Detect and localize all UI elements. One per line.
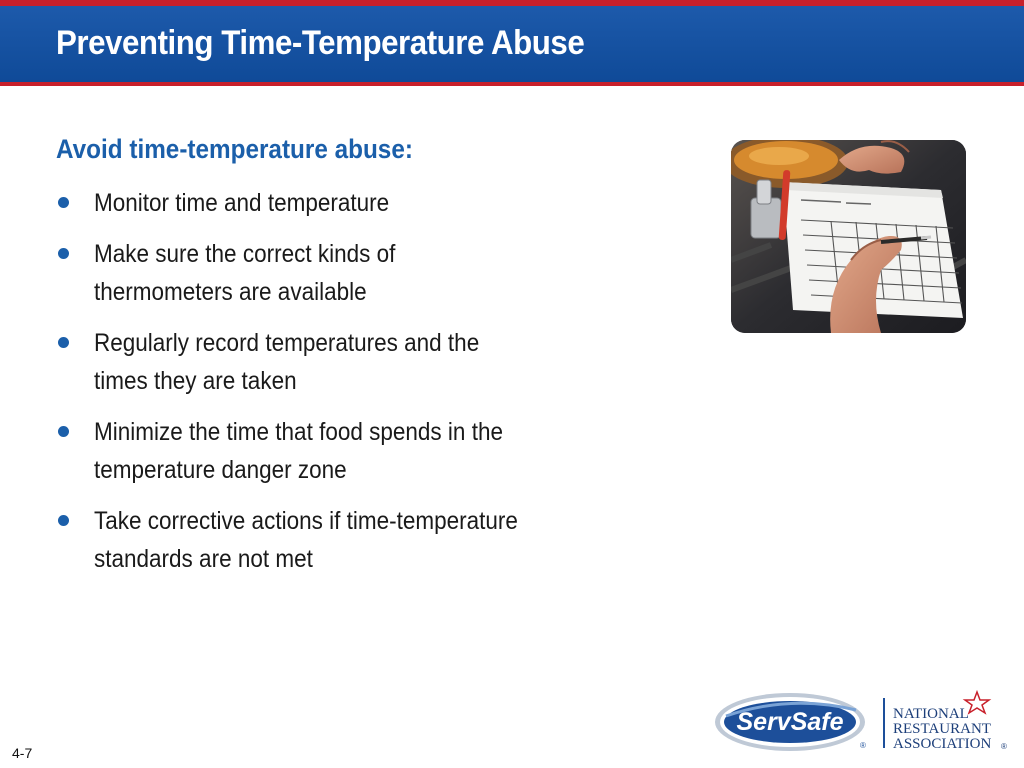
clipboard-log-illustration: [731, 140, 966, 333]
clipboard-photo: [731, 140, 966, 333]
bullet-item: [56, 413, 616, 489]
bullet-line: Monitor time and temperature: [94, 189, 390, 217]
nra-registered-mark: ®: [1001, 742, 1007, 751]
bullet-dot-icon: [58, 248, 69, 259]
bullet-dot-icon: [58, 337, 69, 348]
bullet-line: standards are not met: [94, 545, 313, 573]
slide-title: Preventing Time-Temperature Abuse: [56, 24, 585, 62]
bullet-item: [56, 324, 616, 400]
bullet-dot-icon: [58, 426, 69, 437]
nra-line-association: ASSOCIATION: [893, 736, 992, 752]
slide-number: 4-7: [12, 745, 33, 761]
bullet-item: [56, 184, 616, 222]
servsafe-wordmark: ServSafe: [736, 708, 844, 736]
bullet-line: thermometers are available: [94, 278, 367, 306]
bullet-line: Minimize the time that food spends in the: [94, 418, 503, 446]
bullet-line: Regularly record temperatures and the: [94, 329, 480, 357]
servsafe-nra-logos: [712, 686, 1012, 756]
bullet-item: [56, 235, 616, 311]
bullet-line: temperature danger zone: [94, 456, 347, 484]
bullet-list: [56, 184, 616, 591]
bullet-line: Take corrective actions if time-temperature: [94, 507, 518, 535]
bullet-line: times they are taken: [94, 367, 297, 395]
nra-line-restaurant: RESTAURANT: [893, 721, 991, 737]
servsafe-registered-mark: ®: [860, 741, 866, 750]
nra-line-national: NATIONAL: [893, 706, 969, 722]
bullet-dot-icon: [58, 197, 69, 208]
header-bottom-rule: [0, 82, 1024, 86]
bullet-dot-icon: [58, 515, 69, 526]
bullet-item: [56, 502, 616, 578]
footer-logos: [712, 686, 1012, 756]
bullet-line: Make sure the correct kinds of: [94, 240, 396, 268]
slide-subhead: Avoid time-temperature abuse:: [56, 134, 413, 164]
